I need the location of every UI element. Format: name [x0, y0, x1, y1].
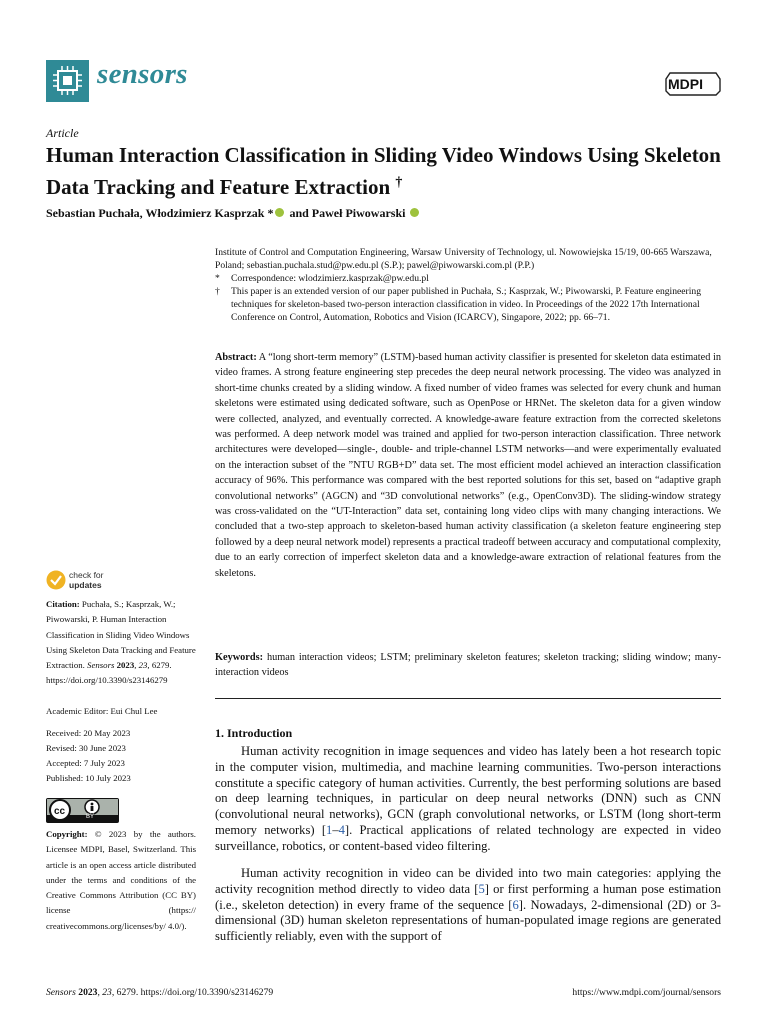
check-for-updates-badge[interactable] [46, 569, 126, 593]
academic-editor: Academic Editor: Eui Chul Lee [46, 706, 158, 716]
publisher-logo[interactable]: MDPI [668, 76, 703, 92]
extended-version-note [215, 285, 720, 324]
citation-block: Citation: Puchała, S.; Kasprzak, W.; Piwowarski, P. Human Interaction Classification in Sliding Video Windows Using Skeleton Data Tracking and Feature Extraction. Sensors 2023, 23, 6279. https://doi.org/10.3390/s23146279 [46, 599, 196, 686]
note-mark: † [215, 286, 220, 297]
journal-logo [46, 60, 89, 102]
title-footnote-mark: † [395, 175, 403, 190]
date-received: Received: 20 May 2023 [46, 728, 131, 738]
authors-text: Sebastian Puchała, Włodzimierz Kasprzak * [46, 206, 274, 220]
journal-name[interactable]: sensors [97, 58, 188, 90]
footer-volume: 23 [102, 987, 112, 998]
abstract [215, 350, 721, 581]
divider [215, 698, 721, 699]
cite-dash: – [332, 822, 339, 837]
check-updates-line-1: check for [69, 570, 104, 580]
section-heading: 1. Introduction [215, 726, 293, 740]
intro-p1-text-end: ]. Practical applications of related technology are expected in video surveillance, robotics, or content-based video filtering. [215, 822, 721, 853]
correspondence [215, 272, 720, 285]
chip-icon [46, 60, 89, 102]
footer-citation: Sensors 2023, 23, 6279. https://doi.org/10.3390/s23146279 [46, 987, 274, 998]
date-accepted: Accepted: 7 July 2023 [46, 758, 125, 768]
footer-journal: Sensors [46, 987, 76, 998]
citation-volume: 23 [138, 660, 148, 671]
correspondence-mark: * [215, 273, 220, 284]
copyright-label: Copyright: [46, 829, 88, 839]
abstract-text: A “long short-term memory” (LSTM)-based human activity classifier is presented for skeleton data estimated in video frames. A strong feature engineering step precedes the deep neural network processing. The video was analyzed in short-time chunks created by a sliding window. A fixed number of video frames was selected for every chunk and human skeletons were estimated using dedicated software, such as OpenPose or HRNet. The skeleton data for a given window were collected, analyzed, and eventually corrected. A knowledge-aware feature extraction from the corrected skeletons was performed. A deep network model was trained and applied for two-person interaction classification. Three network architectures were developed—single-, double- and triple-channel LSTM networks—and were experimentally evaluated on the interaction subset of the ”NTU RGB+D” data set. The most efficient model achieved an interaction classification accuracy of 96%. This performance was compared with the best reported solutions for this set, based on “adaptive graph convolutional networks” (AGCN) and “3D convolutional networks” (e.g., OpenConv3D). The sliding-window strategy was cross-validated on the “UT-Interaction” data set, containing long video clips with many changing interactions. We concluded that a two-step approach to skeleton-based human activity classification (a skeleton feature engineering step followed by a deep neural network model) represents a practical tradeoff between accuracy and computational complexity, due to an early correction of imperfect skeleton data and a knowledge-aware extraction of relational features from the skeletons. [215, 352, 721, 579]
copyright-text: © 2023 by the authors. Licensee MDPI, Basel, Switzerland. This article is an open access article distributed under the terms and conditions of the Creative Commons Attribution (CC BY) license (https:// creativecommons.org/licenses/by/ 4.0/). [46, 829, 196, 931]
footer-year: 2023 [78, 987, 98, 998]
paper-title [46, 142, 736, 201]
citation-link[interactable]: 5 [478, 881, 485, 896]
cc-icon [46, 798, 119, 823]
orcid-icon[interactable] [275, 208, 284, 217]
intro-p2-text: Human activity recognition in video can be divided into two main categories: applying the activity recognition method directly to video data [ [215, 866, 721, 896]
abstract-label: Abstract: [215, 352, 257, 363]
citation-link[interactable]: 1 [326, 822, 333, 837]
footer-journal-url[interactable]: https://www.mdpi.com/journal/sensors [572, 987, 721, 998]
citation-year: 2023 [116, 660, 135, 671]
intro-paragraph-1 [215, 744, 721, 855]
footer-doi[interactable]: , 6279. https://doi.org/10.3390/s23146279 [111, 987, 274, 998]
orcid-icon[interactable] [410, 208, 419, 217]
paper-title-text: Human Interaction Classification in Sliding Video Windows Using Skeleton Data Tracking and Feature Extraction [46, 143, 721, 199]
citation-link[interactable]: 4 [338, 822, 345, 837]
intro-p2-text-mid: ] or first performing a human pose estimation (i.e., skeleton detection) in every frame of the sequence [ [215, 881, 721, 912]
cc-by-license-badge[interactable] [46, 798, 119, 823]
copyright-notice [46, 827, 196, 934]
keywords [215, 650, 721, 681]
date-revised: Revised: 30 June 2023 [46, 743, 126, 753]
check-updates-line-2: updates [69, 580, 102, 590]
correspondence-text: Correspondence: wlodzimierz.kasprzak@pw.edu.pl [231, 273, 429, 284]
intro-paragraph-2 [215, 866, 721, 945]
intro-p2-text-end: ]. Nowadays, 2-dimensional (2D) or 3-dimensional (3D) human skeleton representations of human-populated image regions are generated sufficiently reliably, even with the support of [215, 897, 721, 944]
crossmark-icon [46, 570, 66, 590]
authors-and: and Paweł Piwowarski [286, 206, 409, 220]
svg-text:cc: cc [54, 806, 66, 817]
citation-text: Puchała, S.; Kasprzak, W.; Piwowarski, P. Human Interaction Classification in Sliding Video Windows Using Skeleton Data Tracking and Feature Extraction. [46, 599, 196, 671]
date-published: Published: 10 July 2023 [46, 773, 131, 783]
keywords-text: human interaction videos; LSTM; preliminary skeleton features; skeleton tracking; sliding window; many-interaction videos [215, 652, 721, 679]
cc-by-label: BY [86, 814, 95, 820]
citation-doi[interactable]: , 6279. https://doi.org/10.3390/s23146279 [46, 660, 172, 686]
intro-p1-text: Human activity recognition in image sequences and video has lately been a hot research topic in the computer vision, multimedia, and machine learning communities. Two-person interactions constitute a specific category of human activities. Currently, the best performing solutions are based on deep learning techniques, in particular on deep neural networks (DNN) such as CNN (convolutional neural networks), GCN (graph convolutional networks, or LSTM (long short-term memory networks) [ [215, 744, 721, 837]
citation-link[interactable]: 6 [512, 897, 519, 912]
note-text: This paper is an extended version of our paper published in Puchała, S.; Kasprzak, W.; Piwowarski, P. Feature engineering techniques for skeleton-based two-person interaction classification in video. In Proceedings of the 2022 17th International Conference on Control, Automation, Robotics and Vision (ICARCV), Singapore, 2022; pp. 66–71. [231, 286, 701, 323]
citation-label: Citation: [46, 599, 80, 609]
citation-journal: Sensors [87, 660, 115, 671]
affiliation: Institute of Control and Computation Engineering, Warsaw University of Technology, ul. Nowowiejska 15/19, 00-665 Warszawa, Poland; sebastian.puchala.stud@pw.edu.pl (S.P.); pawel@piwowarski.com.pl (P.P.) [215, 247, 712, 271]
article-type: Article [46, 126, 79, 140]
keywords-label: Keywords: [215, 652, 264, 663]
author-list [46, 206, 421, 221]
